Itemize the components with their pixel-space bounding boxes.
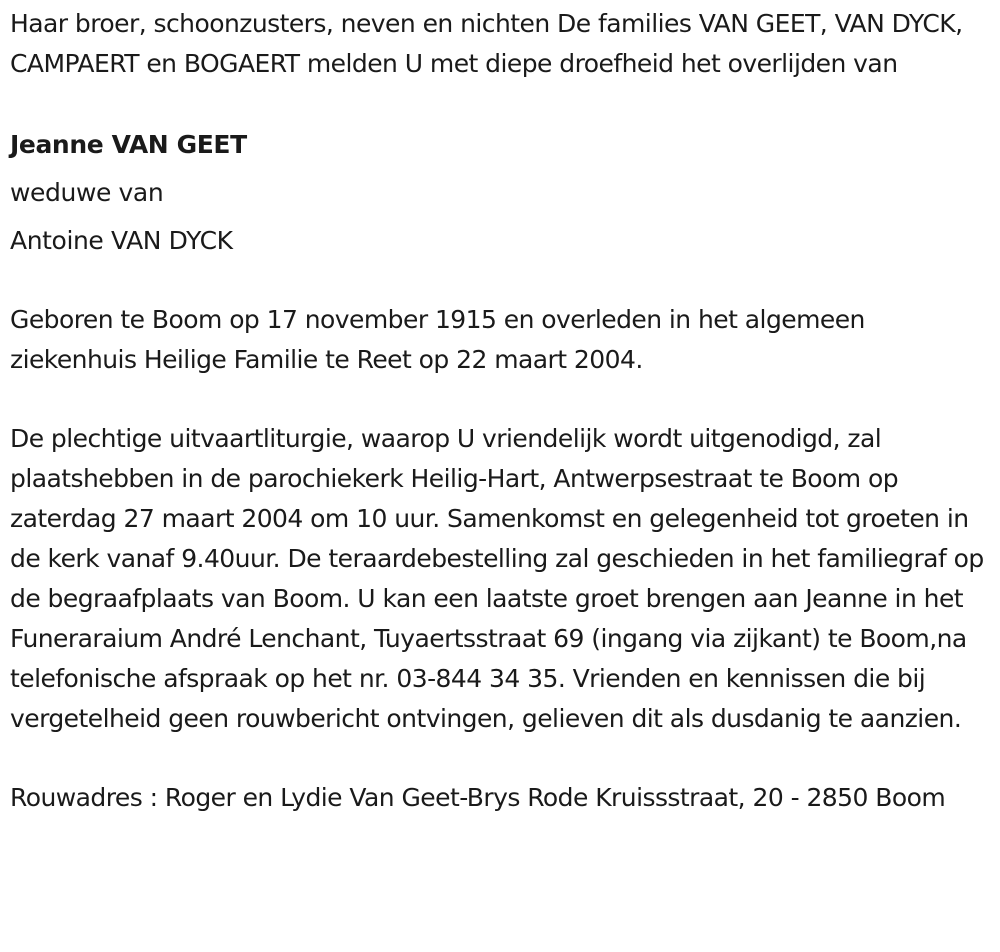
funeral-details-paragraph: De plechtige uitvaartliturgie, waarop U vriendelijk wordt uitgenodigd, zal plaatshebben in de parochiekerk Heilig-Hart, Antwerpsestraat te Boom op zaterdag 27 maart 2004 om 10 uur. Samenkomst en gelegenheid tot groeten in de kerk vanaf 9.40uur. De teraardebestelling zal geschieden in het familiegraf op de begraafplaats van Boom. U kan een laatste groet brengen aan Jeanne in het Funeraraium André Lenchant, Tuyaertsstraat 69 (ingang via zijkant) te Boom,na telefonische afspraak op het nr. 03-844 34 35. Vrienden en kennissen die bij vergetelheid geen rouwbericht ontvingen, gelieven dit als dusdanig te aanzien. [10,424,984,733]
mourning-address: Rouwadres : Roger en Lydie Van Geet-Brys Rode Kruissstraat, 20 - 2850 Boom [10,783,946,812]
intro-paragraph: Haar broer, schoonzusters, neven en nichten De families VAN GEET, VAN DYCK, CAMPAERT en BOGAERT melden U met diepe droefheid het overlijden van [10,9,963,78]
relation-text: weduwe van [10,178,164,207]
spouse-name: Antoine VAN DYCK [10,226,233,255]
obituary-notice [10,4,995,818]
birth-death-paragraph: Geboren te Boom op 17 november 1915 en overleden in het algemeen ziekenhuis Heilige Familie te Reet op 22 maart 2004. [10,305,865,374]
deceased-name: Jeanne VAN GEET [10,130,247,159]
